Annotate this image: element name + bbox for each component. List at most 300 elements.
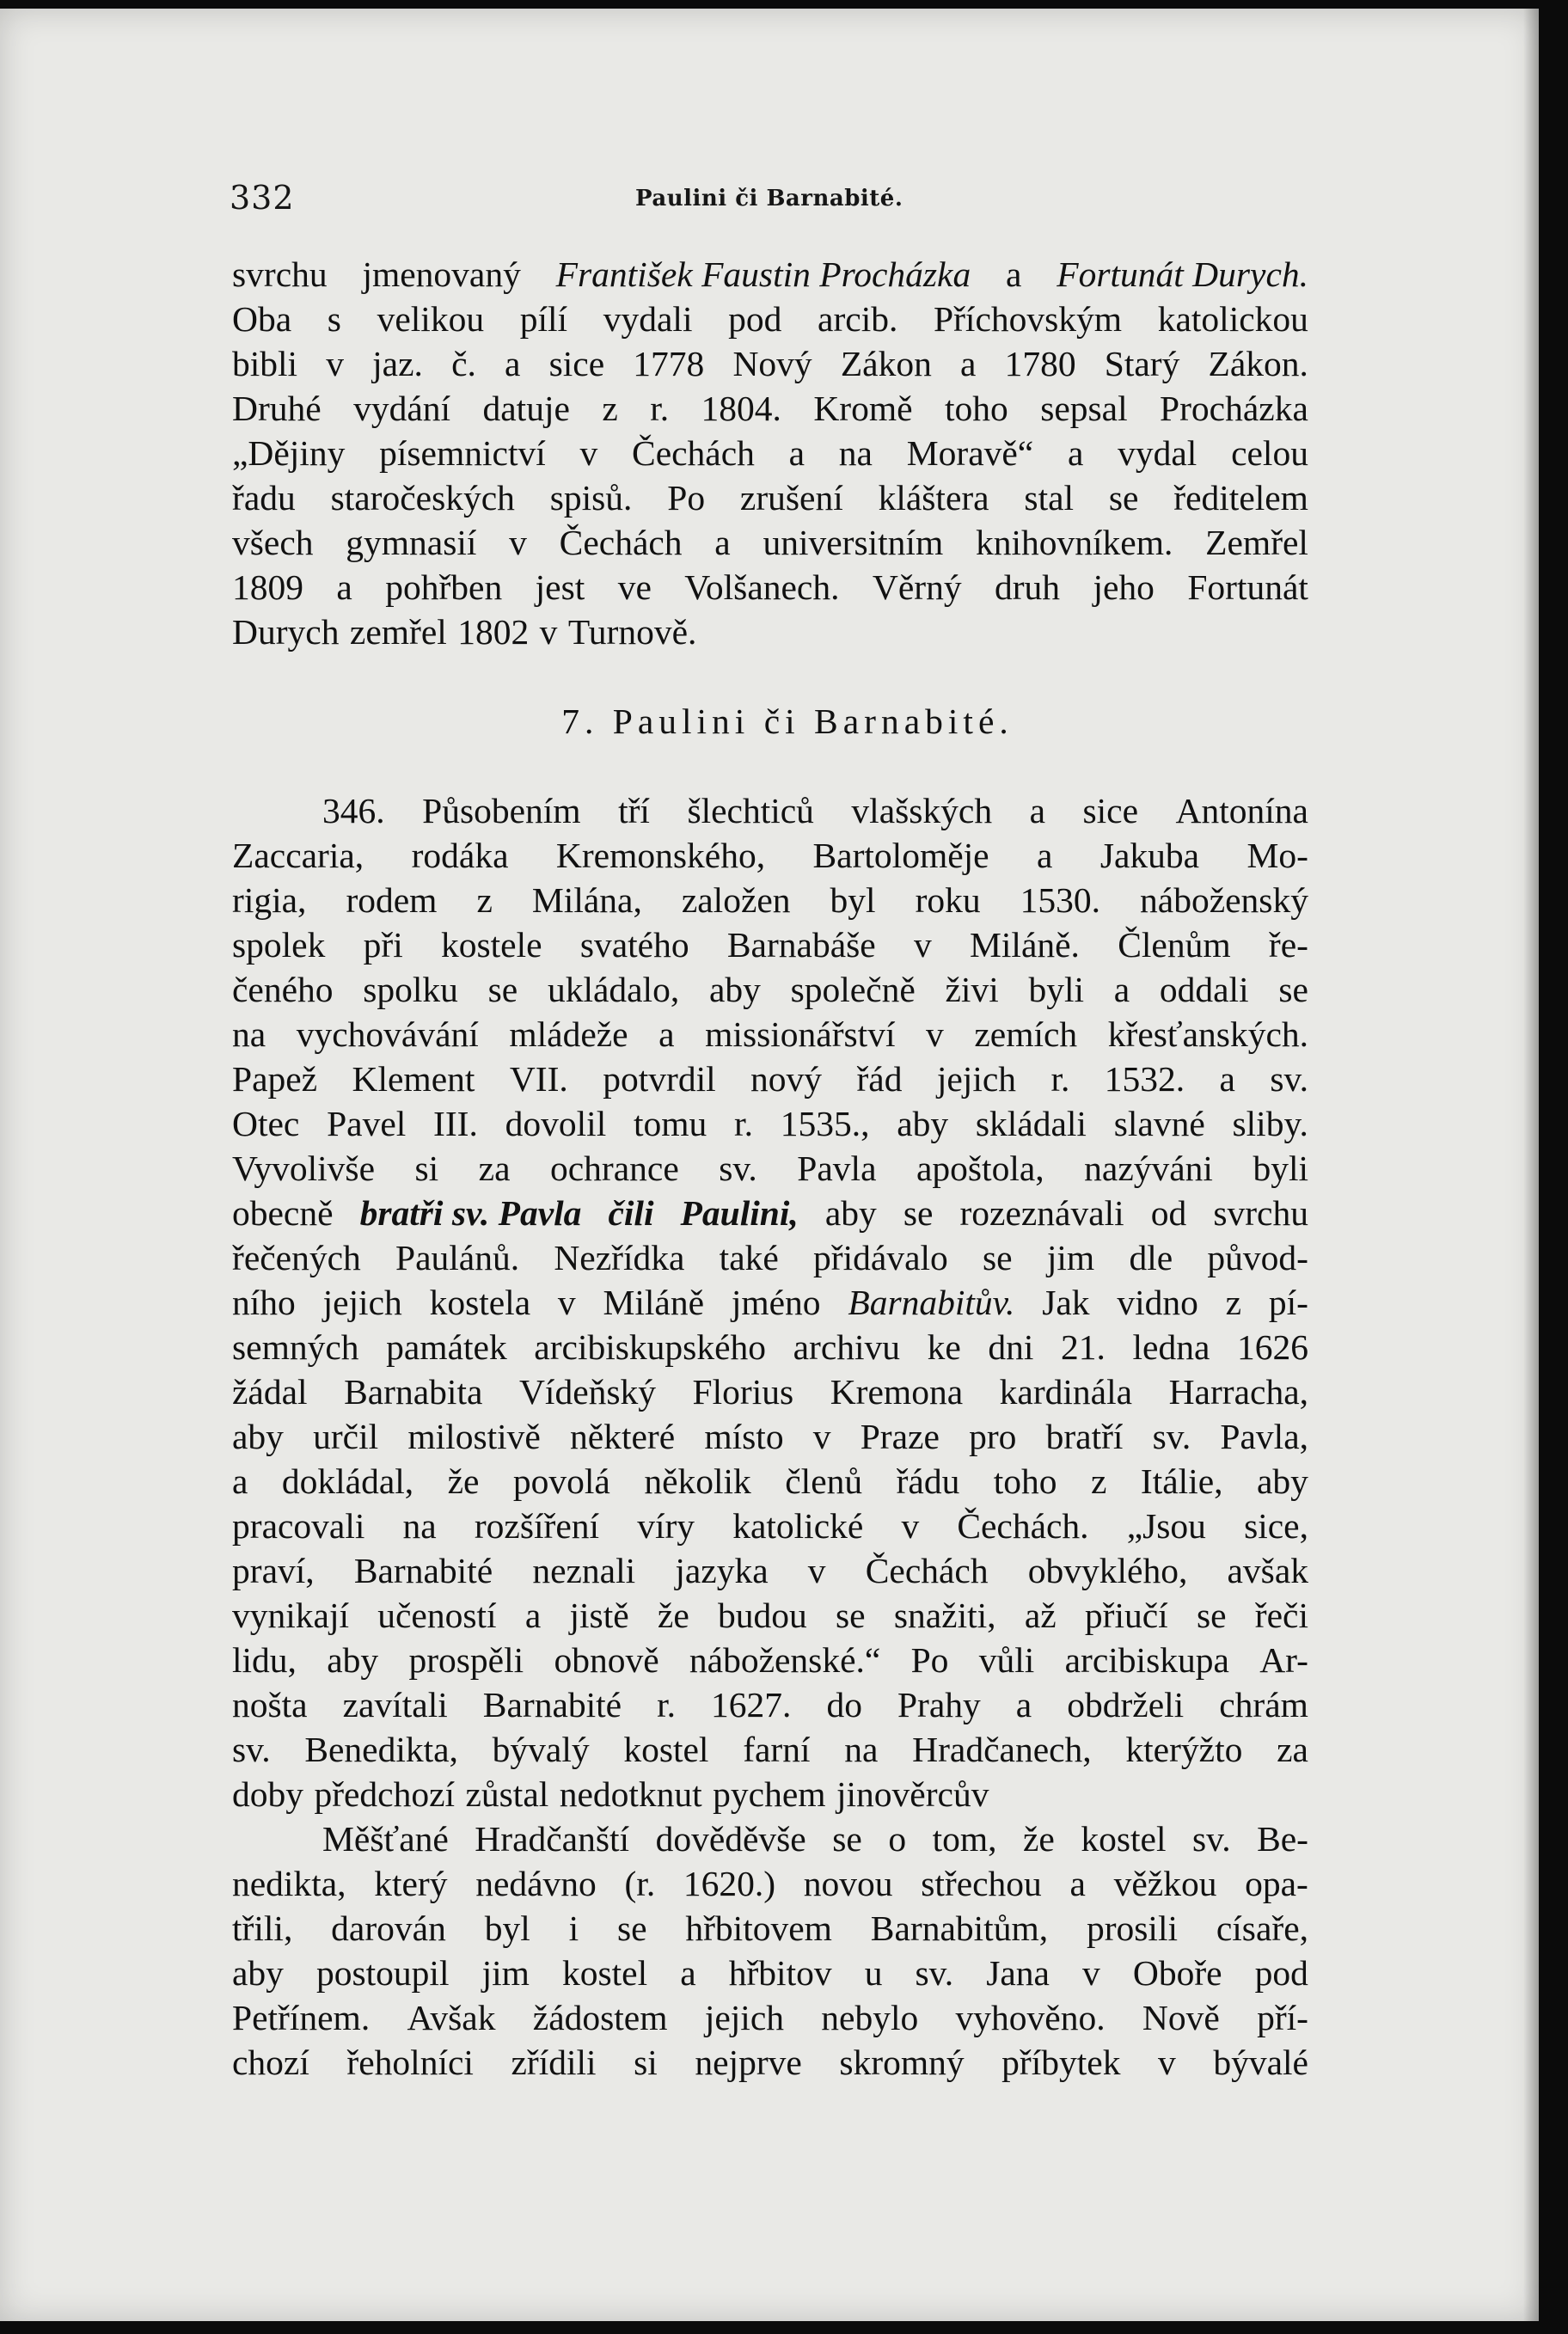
word: hřbitovem bbox=[685, 1908, 832, 1948]
word: o bbox=[888, 1819, 907, 1859]
word: Bartoloměje bbox=[812, 836, 989, 875]
word: „Dějiny bbox=[232, 433, 346, 473]
word: Kremonského, bbox=[555, 836, 766, 875]
word: ledna bbox=[1132, 1327, 1210, 1367]
word: a bbox=[1015, 1685, 1032, 1724]
word: rodem bbox=[346, 880, 438, 920]
word: Kromě bbox=[813, 389, 913, 428]
word: a bbox=[524, 1596, 542, 1635]
running-title: Paulini či Barnabité. bbox=[635, 186, 903, 211]
word: jeho bbox=[1093, 567, 1155, 607]
word: 1532. bbox=[1104, 1059, 1185, 1099]
word: Nezřídka bbox=[554, 1238, 685, 1277]
word: 1530. bbox=[1020, 880, 1101, 920]
word: jejich bbox=[936, 1059, 1017, 1099]
word: v bbox=[901, 1506, 920, 1546]
word: ře- bbox=[1268, 925, 1308, 965]
word: náboženské.“ bbox=[689, 1640, 881, 1680]
word: Avšak bbox=[407, 1998, 496, 2037]
word: 1804. bbox=[701, 389, 781, 428]
word: nedotknut bbox=[559, 1774, 702, 1814]
word: šlechticů bbox=[687, 791, 814, 830]
word: Petřínem. bbox=[232, 1998, 371, 2037]
word: s bbox=[327, 299, 341, 339]
word: Harracha, bbox=[1168, 1372, 1308, 1412]
text-line bbox=[232, 1504, 1308, 1548]
word: na bbox=[844, 1730, 879, 1769]
word: ke bbox=[927, 1327, 961, 1367]
word: 21. bbox=[1061, 1327, 1106, 1367]
word: přiučí bbox=[1084, 1596, 1168, 1635]
word: Druhé bbox=[232, 389, 322, 428]
word: Jakuba bbox=[1099, 836, 1200, 875]
word: čeného bbox=[232, 970, 334, 1009]
word: sliby. bbox=[1232, 1104, 1308, 1143]
word: žádostem bbox=[532, 1998, 668, 2037]
word: řeholníci bbox=[346, 2043, 474, 2082]
word: na bbox=[232, 1014, 266, 1054]
word: neznali bbox=[532, 1551, 636, 1590]
word: se bbox=[903, 1193, 934, 1233]
word: 1620.) bbox=[683, 1864, 776, 1903]
word: kterýžto bbox=[1125, 1730, 1243, 1769]
word: v bbox=[579, 433, 598, 473]
word: nedikta, bbox=[232, 1864, 346, 1903]
word: katolické bbox=[732, 1506, 864, 1546]
word: kostel bbox=[1081, 1819, 1167, 1859]
word: víry bbox=[637, 1506, 695, 1546]
word: semných bbox=[232, 1327, 359, 1367]
text-line bbox=[232, 788, 1308, 833]
word: pří- bbox=[1257, 1998, 1308, 2037]
word: r. bbox=[1050, 1059, 1070, 1099]
word: Turnově. bbox=[567, 612, 697, 652]
word: vlašských bbox=[851, 791, 993, 830]
word: Ar- bbox=[1259, 1640, 1308, 1680]
text-line bbox=[232, 1951, 1308, 1995]
word: sv. bbox=[232, 1730, 271, 1769]
word: Antonína bbox=[1175, 791, 1308, 830]
word: živi bbox=[945, 970, 999, 1009]
word: v bbox=[812, 1417, 831, 1456]
word: jim bbox=[1046, 1238, 1095, 1277]
word: Pavla bbox=[797, 1149, 877, 1188]
word: členů bbox=[785, 1461, 863, 1501]
word: VII. bbox=[509, 1059, 568, 1099]
word: kostel bbox=[623, 1730, 709, 1769]
paragraph-1 bbox=[232, 252, 1308, 654]
word: a bbox=[788, 433, 805, 473]
word: Čechách bbox=[865, 1551, 989, 1590]
word: 346. bbox=[322, 791, 385, 830]
word: Hradčanští bbox=[475, 1819, 630, 1859]
word: bývalé bbox=[1213, 2043, 1308, 2082]
word: vidno bbox=[1117, 1283, 1198, 1322]
word: zemřel bbox=[349, 612, 447, 652]
word: lidu, bbox=[232, 1640, 297, 1680]
word: si bbox=[414, 1149, 439, 1188]
word: r. bbox=[734, 1104, 753, 1143]
text-line bbox=[232, 1995, 1308, 2040]
word: i bbox=[568, 1908, 579, 1948]
word: pracovali bbox=[232, 1506, 365, 1546]
word: nedávno bbox=[475, 1864, 597, 1903]
word: Zemřel bbox=[1205, 523, 1308, 562]
word: řádu bbox=[896, 1461, 960, 1501]
word: obnově bbox=[554, 1640, 659, 1680]
word: pychem bbox=[713, 1774, 826, 1814]
word: aby bbox=[824, 1193, 877, 1233]
word: budou bbox=[718, 1596, 807, 1635]
word: Be- bbox=[1257, 1819, 1308, 1859]
word: nazýváni bbox=[1084, 1149, 1213, 1188]
word: 1802 bbox=[457, 612, 530, 652]
word: dovolil bbox=[505, 1104, 607, 1143]
word: 1626 bbox=[1236, 1327, 1308, 1367]
word: Oboře bbox=[1132, 1953, 1222, 1993]
scanned-book-page bbox=[0, 9, 1539, 2321]
word: Miláně. bbox=[970, 925, 1080, 965]
word: se bbox=[1196, 1596, 1227, 1635]
word: spolku bbox=[363, 970, 458, 1009]
word: aby bbox=[232, 1417, 284, 1456]
word: Pavel bbox=[327, 1104, 407, 1143]
word: z bbox=[1091, 1461, 1107, 1501]
word: tom, bbox=[932, 1819, 997, 1859]
word: František Faustin Procházka bbox=[555, 254, 971, 294]
word: pro bbox=[969, 1417, 1017, 1456]
word: celou bbox=[1231, 433, 1308, 473]
word: bratři sv. Pavla bbox=[359, 1193, 582, 1233]
word: universitním bbox=[763, 523, 944, 562]
word: snažiti, bbox=[893, 1596, 996, 1635]
word: v bbox=[926, 1014, 944, 1054]
text-line bbox=[232, 610, 1308, 654]
word: arcibiskupského bbox=[534, 1327, 766, 1367]
word: se bbox=[487, 970, 518, 1009]
word: místo bbox=[704, 1417, 784, 1456]
word: pí- bbox=[1268, 1283, 1308, 1322]
word: 1809 bbox=[232, 567, 303, 607]
word: který bbox=[374, 1864, 448, 1903]
word: missionářství bbox=[705, 1014, 896, 1054]
word: pod bbox=[728, 299, 782, 339]
word: v bbox=[326, 344, 344, 383]
word: ukládalo, bbox=[547, 970, 680, 1009]
word: vůli bbox=[978, 1640, 1035, 1680]
word: opa- bbox=[1245, 1864, 1308, 1903]
word: Po bbox=[910, 1640, 949, 1680]
word: při bbox=[363, 925, 403, 965]
word: se bbox=[832, 1819, 862, 1859]
section-heading: 7. Paulini či Barnabité. bbox=[561, 701, 1014, 741]
word: Otec bbox=[232, 1104, 300, 1143]
word: v bbox=[807, 1551, 826, 1590]
word: Členům bbox=[1118, 925, 1231, 965]
word: kláštera bbox=[878, 478, 989, 518]
word: vydali bbox=[603, 299, 693, 339]
word: náboženský bbox=[1140, 880, 1308, 920]
word: pohřben bbox=[385, 567, 503, 607]
word: pílí bbox=[519, 299, 568, 339]
word: Paulánů. bbox=[395, 1238, 520, 1277]
word: Čechách bbox=[559, 523, 683, 562]
word: Moravě“ bbox=[906, 433, 1034, 473]
word: řadu bbox=[232, 478, 296, 518]
text-line bbox=[232, 1816, 1308, 1861]
word: některé bbox=[570, 1417, 676, 1456]
text-line bbox=[232, 252, 1308, 297]
word: 1778 bbox=[633, 344, 705, 383]
text-line bbox=[232, 1772, 1308, 1816]
spacer bbox=[232, 744, 1308, 788]
word: a bbox=[1037, 836, 1053, 875]
word: velikou bbox=[377, 299, 485, 339]
word: zemích bbox=[974, 1014, 1078, 1054]
word: až bbox=[1024, 1596, 1057, 1635]
word: III. bbox=[433, 1104, 478, 1143]
word: jest bbox=[535, 567, 585, 607]
word: sv. bbox=[1191, 1819, 1231, 1859]
word: v bbox=[509, 523, 527, 562]
word: prosili bbox=[1086, 1908, 1179, 1948]
word: prospěli bbox=[408, 1640, 524, 1680]
word: bratří bbox=[1045, 1417, 1124, 1456]
word: střechou bbox=[921, 1864, 1042, 1903]
word: řeči bbox=[1254, 1596, 1308, 1635]
word: v bbox=[539, 612, 558, 652]
word: jejich bbox=[322, 1283, 402, 1322]
word: Durych bbox=[232, 612, 340, 652]
word: svatého bbox=[579, 925, 689, 965]
word: chozí bbox=[232, 2043, 309, 2082]
word: Klement bbox=[352, 1059, 475, 1099]
word: spisů. bbox=[549, 478, 633, 518]
text-line bbox=[232, 922, 1308, 967]
word: a bbox=[960, 344, 977, 383]
word: byl bbox=[484, 1908, 530, 1948]
word: a bbox=[1113, 970, 1130, 1009]
word: obecně bbox=[232, 1193, 334, 1233]
word: sv. bbox=[1270, 1059, 1308, 1099]
text-line bbox=[232, 1727, 1308, 1772]
word: a bbox=[1006, 254, 1022, 294]
word: bibli bbox=[232, 344, 298, 383]
word: učeností bbox=[377, 1596, 497, 1635]
word: Paulini, bbox=[680, 1193, 799, 1233]
word: příbytek bbox=[1001, 2043, 1121, 2082]
word: aby bbox=[1256, 1461, 1308, 1501]
word: archivu bbox=[793, 1327, 901, 1367]
word: novou bbox=[803, 1864, 893, 1903]
word: se bbox=[1108, 478, 1139, 518]
word: společně bbox=[790, 970, 916, 1009]
word: do bbox=[826, 1685, 862, 1724]
text-line bbox=[232, 1638, 1308, 1682]
text-line bbox=[232, 1906, 1308, 1951]
word: 1780 bbox=[1004, 344, 1076, 383]
word: Mo- bbox=[1246, 836, 1308, 875]
word: v bbox=[557, 1283, 576, 1322]
word: knihovníkem. bbox=[976, 523, 1173, 562]
text-line bbox=[232, 2040, 1308, 2085]
text-line bbox=[232, 341, 1308, 386]
word: rozšíření bbox=[474, 1506, 600, 1546]
word: chrám bbox=[1219, 1685, 1308, 1724]
word: vydal bbox=[1118, 433, 1197, 473]
word: Miláně bbox=[603, 1283, 705, 1322]
word: a bbox=[680, 1953, 696, 1993]
text-line bbox=[232, 1235, 1308, 1280]
word: byli bbox=[1028, 970, 1085, 1009]
word: Volšanech. bbox=[684, 567, 840, 607]
word: v bbox=[913, 925, 932, 965]
word: zavítali bbox=[342, 1685, 448, 1724]
word: roku bbox=[915, 880, 981, 920]
word: Prahy bbox=[897, 1685, 981, 1724]
word: řečených bbox=[232, 1238, 361, 1277]
word: sice, bbox=[1244, 1506, 1308, 1546]
text-line bbox=[232, 1057, 1308, 1101]
word: Praze bbox=[860, 1417, 940, 1456]
text-line bbox=[232, 297, 1308, 341]
word: aby bbox=[897, 1104, 949, 1143]
word: č. bbox=[451, 344, 476, 383]
word: kostel bbox=[562, 1953, 648, 1993]
word: potvrdil bbox=[603, 1059, 716, 1099]
text-line bbox=[232, 1682, 1308, 1727]
text-line bbox=[232, 833, 1308, 878]
word: založen bbox=[681, 880, 791, 920]
word: ního bbox=[232, 1283, 296, 1322]
word: a bbox=[336, 567, 352, 607]
text-line bbox=[232, 1414, 1308, 1459]
word: dověděvše bbox=[655, 1819, 806, 1859]
word: Papež bbox=[232, 1059, 318, 1099]
word: žádal bbox=[232, 1372, 308, 1412]
word: že bbox=[657, 1596, 689, 1635]
word: kostele bbox=[441, 925, 542, 965]
word: nebylo bbox=[821, 1998, 919, 2037]
page-number: 332 bbox=[230, 179, 295, 217]
word: aby bbox=[708, 970, 761, 1009]
word: 1627. bbox=[711, 1685, 792, 1724]
word: Jana bbox=[986, 1953, 1050, 1993]
word: apoštola, bbox=[916, 1149, 1044, 1188]
word: Nový bbox=[732, 344, 812, 383]
word: křesťanských. bbox=[1107, 1014, 1308, 1054]
word: Čechách. bbox=[957, 1506, 1089, 1546]
paragraph-2 bbox=[232, 788, 1308, 1816]
word: Zaccaria, bbox=[232, 836, 364, 875]
word: slavné bbox=[1113, 1104, 1205, 1143]
word: Starý bbox=[1104, 344, 1180, 383]
word: písemnictví bbox=[379, 433, 546, 473]
word: v bbox=[1082, 1953, 1100, 1993]
word: Itálie, bbox=[1140, 1461, 1223, 1501]
word: Barnabitům, bbox=[870, 1908, 1049, 1948]
word: a bbox=[232, 1461, 248, 1501]
word: tří bbox=[618, 791, 650, 830]
word: jazyka bbox=[675, 1551, 769, 1590]
word: řád bbox=[856, 1059, 903, 1099]
word: Barnabité bbox=[482, 1685, 622, 1724]
word: Zákon. bbox=[1208, 344, 1308, 383]
word: dni bbox=[988, 1327, 1034, 1367]
word: sepsal bbox=[1040, 389, 1128, 428]
word: si bbox=[634, 2043, 658, 2082]
word: zůstal bbox=[465, 1774, 549, 1814]
word: a bbox=[1069, 1864, 1086, 1903]
word: staročeských bbox=[330, 478, 515, 518]
word: Zákon bbox=[840, 344, 932, 383]
word: pod bbox=[1254, 1953, 1308, 1993]
word: kostela bbox=[429, 1283, 531, 1322]
word: vychovávání bbox=[296, 1014, 479, 1054]
word: že bbox=[447, 1461, 480, 1501]
word: aby bbox=[232, 1953, 284, 1993]
running-head bbox=[230, 179, 1313, 230]
word: skládali bbox=[975, 1104, 1087, 1143]
word: přidávalo bbox=[813, 1238, 948, 1277]
word: sice bbox=[548, 344, 605, 383]
spacer bbox=[232, 654, 1308, 699]
word: Vídeňský bbox=[518, 1372, 657, 1412]
word: tomu bbox=[633, 1104, 707, 1143]
word: svrchu bbox=[1213, 1193, 1308, 1233]
word: určil bbox=[313, 1417, 379, 1456]
word: několik bbox=[644, 1461, 751, 1501]
word: skromný bbox=[839, 2043, 965, 2082]
word: „Jsou bbox=[1126, 1506, 1206, 1546]
text-line bbox=[232, 565, 1308, 610]
word: Po bbox=[667, 478, 706, 518]
word: a bbox=[505, 344, 521, 383]
word: Jak bbox=[1042, 1283, 1090, 1322]
word: také bbox=[719, 1238, 779, 1277]
word: Hradčanech, bbox=[912, 1730, 1092, 1769]
word: doby bbox=[232, 1774, 303, 1814]
word: Barnabité bbox=[353, 1551, 493, 1590]
word: císaře, bbox=[1216, 1908, 1308, 1948]
text-line bbox=[232, 1325, 1308, 1369]
text-line bbox=[232, 1369, 1308, 1414]
word: že bbox=[1023, 1819, 1055, 1859]
word: arcibiskupa bbox=[1064, 1640, 1229, 1680]
word: rozeznávali bbox=[959, 1193, 1124, 1233]
word: Florius bbox=[692, 1372, 794, 1412]
word: z bbox=[602, 389, 618, 428]
word: obvyklého, bbox=[1027, 1551, 1188, 1590]
word: se bbox=[836, 1596, 866, 1635]
word: za bbox=[478, 1149, 511, 1188]
word: vynikají bbox=[232, 1596, 350, 1635]
word: Procházka bbox=[1160, 389, 1308, 428]
text-line bbox=[232, 1101, 1308, 1146]
word: předchozí bbox=[314, 1774, 456, 1814]
text-line bbox=[232, 1593, 1308, 1638]
word: jméno bbox=[731, 1283, 821, 1322]
word: památek bbox=[386, 1327, 507, 1367]
word: z bbox=[1225, 1283, 1242, 1322]
word: Věrný bbox=[872, 567, 962, 607]
word: sv. bbox=[1152, 1417, 1191, 1456]
word: ve bbox=[617, 567, 652, 607]
word: milostivě bbox=[407, 1417, 541, 1456]
word: jim bbox=[481, 1953, 530, 1993]
text-line bbox=[232, 878, 1308, 922]
word: dle bbox=[1129, 1238, 1173, 1277]
